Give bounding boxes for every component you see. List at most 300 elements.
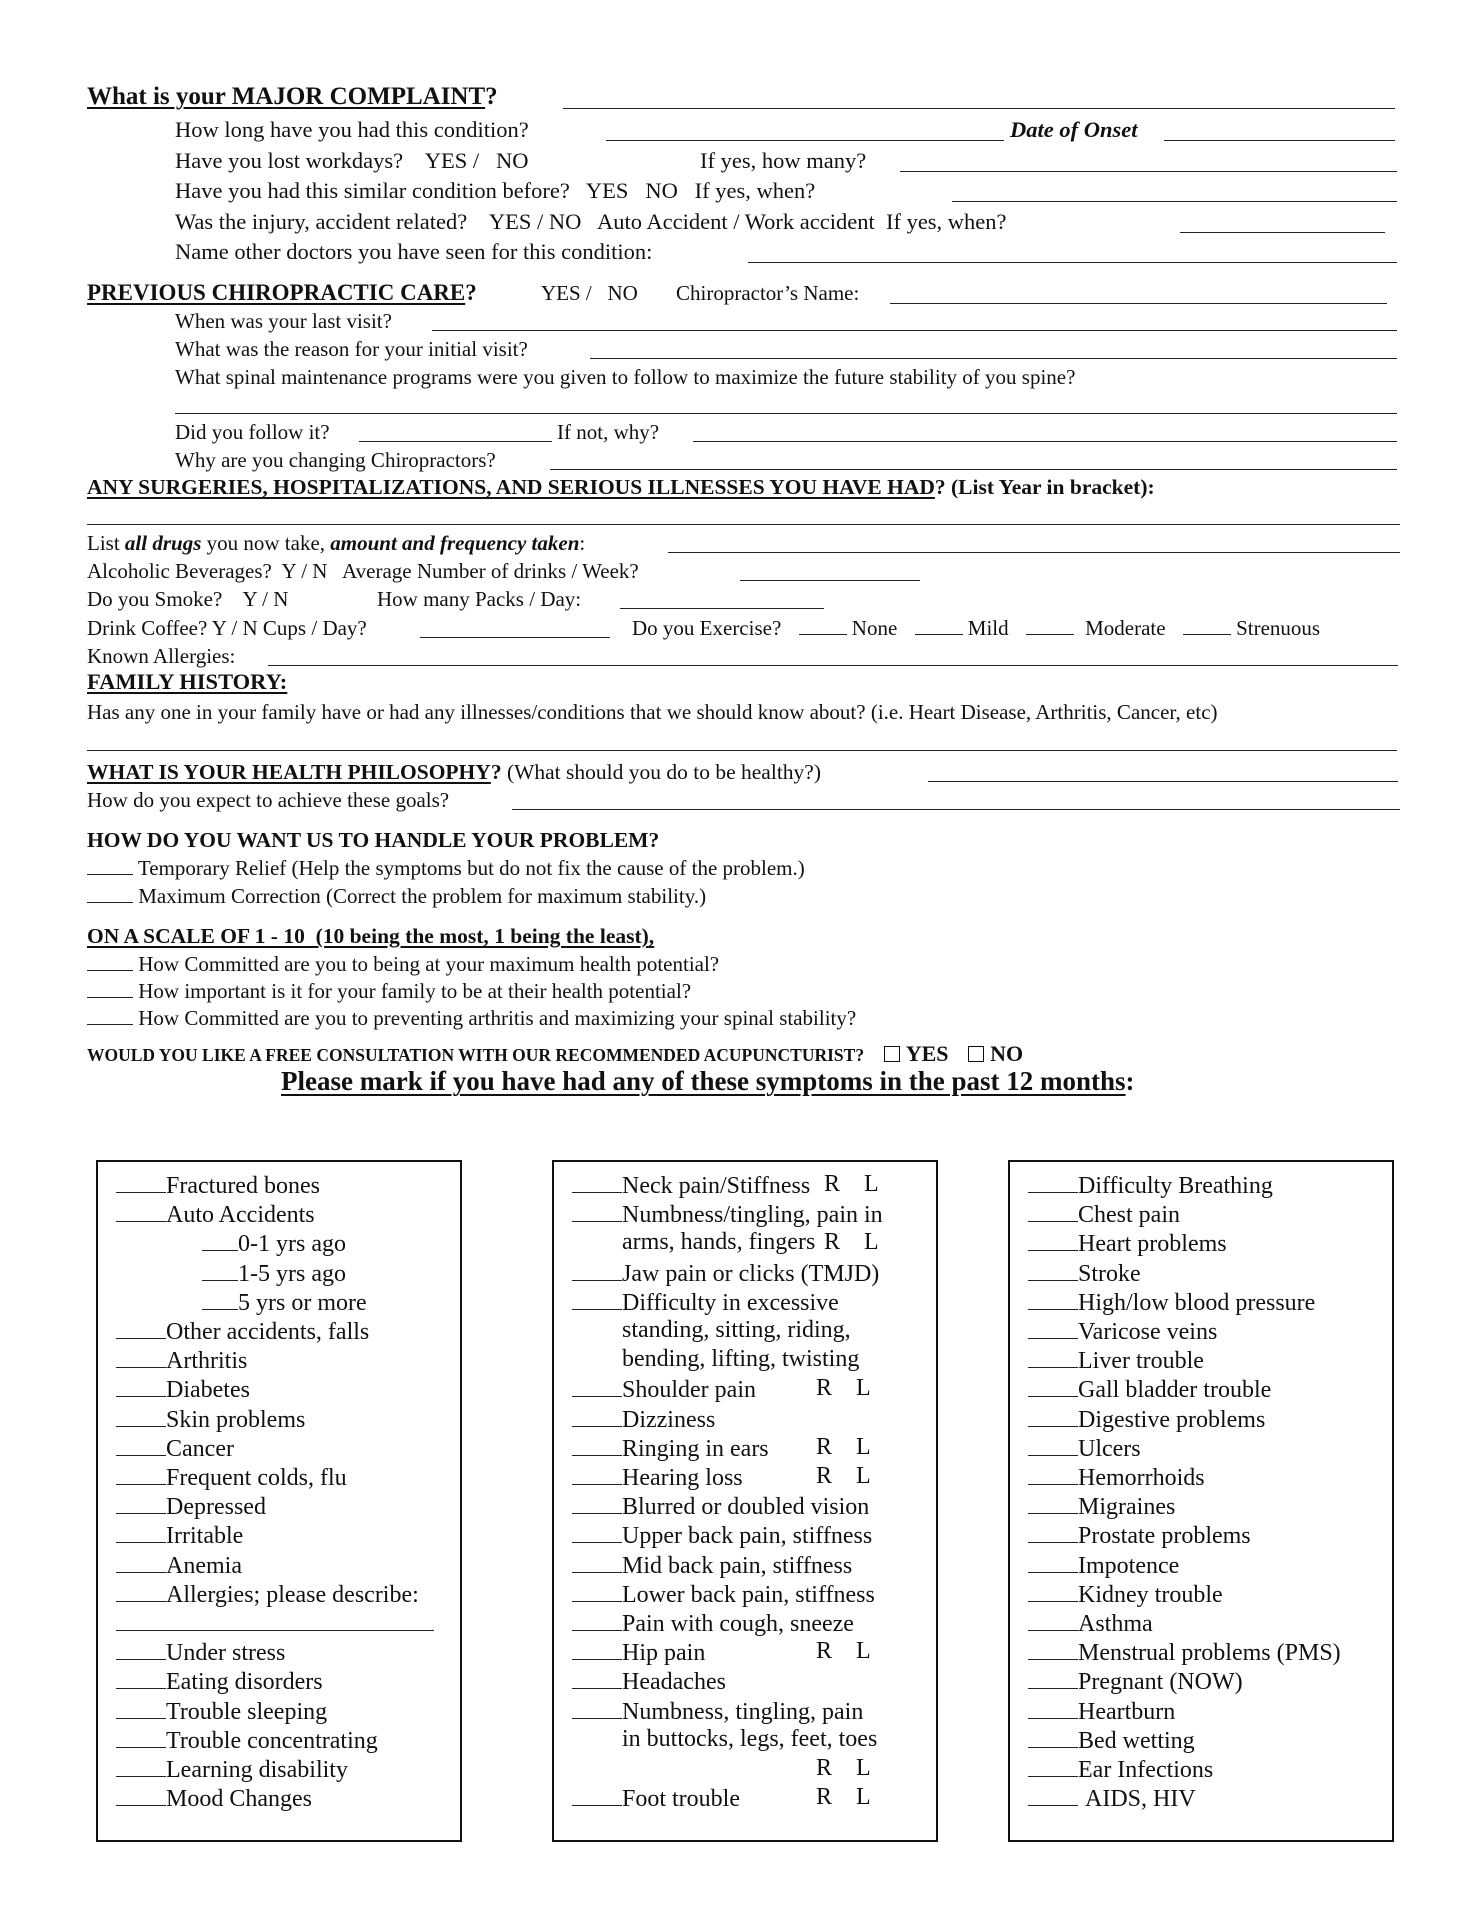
- symptom-label: Upper back pain, stiffness: [622, 1523, 873, 1550]
- symptom-label: Neck pain/Stiffness: [622, 1173, 811, 1199]
- surgeries-row: [87, 473, 1155, 501]
- scale-answer-1[interactable]: [87, 950, 133, 971]
- major-complaint-suffix: ?: [485, 83, 498, 110]
- scale-question-3-label: How Committed are you to preventing arthritis and maximizing your spinal stability?: [138, 1006, 857, 1030]
- other-doctors-field[interactable]: [748, 262, 1397, 263]
- symptom-item: [572, 1550, 852, 1581]
- chiropractor-name-label: Chiropractor’s Name:: [676, 281, 860, 305]
- symptom-label: Arthritis: [166, 1348, 248, 1375]
- symptom-item: [116, 1170, 320, 1201]
- symptom-label: Under stress: [166, 1640, 286, 1667]
- symptom-item: [202, 1287, 367, 1318]
- symptom-check-blank[interactable]: [202, 1228, 238, 1251]
- symptom-item: [1028, 1228, 1227, 1259]
- date-of-onset-field[interactable]: [1164, 140, 1395, 141]
- last-visit-field[interactable]: [432, 330, 1397, 331]
- symptom-check-blank[interactable]: [1028, 1433, 1078, 1456]
- drugs-field[interactable]: [668, 552, 1400, 553]
- symptom-check-blank[interactable]: [1028, 1199, 1078, 1222]
- scale-question-2: [87, 977, 691, 1005]
- major-complaint-heading: [87, 83, 498, 111]
- symptom-item: [622, 1316, 851, 1345]
- changing-row: [175, 446, 496, 474]
- symptom-check-blank[interactable]: [116, 1550, 166, 1573]
- drugs-label-post: :: [579, 531, 586, 555]
- allergies-describe-field[interactable]: [116, 1608, 434, 1631]
- symptom-check-blank[interactable]: [116, 1433, 166, 1456]
- philosophy-title: WHAT IS YOUR HEALTH PHILOSOPHY: [87, 760, 491, 784]
- symptom-label: Mid back pain, stiffness: [622, 1552, 853, 1579]
- exercise-option-strenuous: Strenuous: [1236, 616, 1321, 640]
- symptom-item: [116, 1462, 347, 1493]
- symptom-item: [116, 1550, 242, 1581]
- exercise-option-none: None: [851, 616, 898, 640]
- symptom-label: Lower back pain, stiffness: [622, 1581, 875, 1608]
- symptom-label: Headaches: [622, 1669, 726, 1696]
- maintenance-row: [175, 363, 1075, 391]
- follow-it-field[interactable]: [359, 441, 552, 442]
- maximum-correction-blank[interactable]: [87, 882, 133, 903]
- symptom-label: Diabetes: [166, 1377, 250, 1404]
- symptom-label: Kidney trouble: [1078, 1581, 1223, 1608]
- symptom-item: [116, 1608, 434, 1639]
- previous-care-yes-no-label: YES / NO: [541, 281, 638, 305]
- symptom-check-blank[interactable]: [572, 1462, 622, 1485]
- scale-question-3: [87, 1004, 856, 1032]
- goals-label: How do you expect to achieve these goals?: [87, 788, 450, 812]
- symptom-label: Jaw pain or clicks (TMJD): [622, 1260, 880, 1287]
- symptom-item: [572, 1170, 810, 1201]
- family-history-field[interactable]: [87, 750, 1397, 751]
- exercise-moderate-blank[interactable]: [1026, 614, 1074, 635]
- symptom-item: [116, 1520, 243, 1551]
- symptom-check-blank[interactable]: [1028, 1404, 1078, 1427]
- injury-when-field[interactable]: [1180, 232, 1385, 233]
- symptom-label: 1-5 yrs ago: [238, 1260, 346, 1287]
- symptom-item: [572, 1258, 879, 1289]
- symptom-check-blank[interactable]: [572, 1608, 622, 1631]
- symptom-label: Dizziness: [622, 1406, 716, 1433]
- symptom-item: [1028, 1199, 1180, 1230]
- symptom-label: Depressed: [166, 1494, 266, 1521]
- goals-row: [87, 786, 449, 814]
- symptom-check-blank[interactable]: [116, 1637, 166, 1660]
- symptom-label: Foot trouble: [622, 1786, 740, 1813]
- symptoms-title: Please mark if you have had any of these symptoms in the past 12 months: [281, 1066, 1126, 1096]
- right-left-indicator[interactable]: R L: [816, 1784, 871, 1811]
- symptoms-title-suffix: :: [1125, 1066, 1135, 1096]
- how-many-label: If yes, how many?: [700, 148, 867, 173]
- symptom-check-blank[interactable]: [116, 1404, 166, 1427]
- symptom-check-blank[interactable]: [1028, 1520, 1078, 1543]
- temporary-relief-blank[interactable]: [87, 854, 133, 875]
- symptom-check-blank[interactable]: [116, 1462, 166, 1485]
- family-history-question-row: [87, 698, 1218, 726]
- surgeries-suffix: ? (List Year in bracket):: [934, 475, 1155, 499]
- how-long-label: How long have you had this condition?: [175, 117, 529, 142]
- symptom-label: Ringing in ears: [622, 1435, 769, 1462]
- scale-title: ON A SCALE OF 1 - 10 (10 being the most, 1 being the least),: [87, 924, 655, 948]
- symptom-item: [572, 1433, 769, 1464]
- scale-question-2-label: How important is it for your family to be at their health potential?: [138, 979, 692, 1003]
- symptom-check-blank[interactable]: [116, 1666, 166, 1689]
- maintenance-field[interactable]: [175, 413, 1397, 414]
- exercise-none-blank[interactable]: [799, 614, 847, 635]
- symptom-label: Liver trouble: [1078, 1348, 1204, 1375]
- handle-option-maximum: [87, 882, 706, 910]
- philosophy-field[interactable]: [928, 781, 1398, 782]
- family-history-title: FAMILY HISTORY:: [87, 669, 288, 694]
- symptom-check-blank[interactable]: [572, 1258, 622, 1281]
- changing-label: Why are you changing Chiropractors?: [175, 448, 496, 472]
- philosophy-paren: (What should you do to be healthy?): [501, 760, 821, 784]
- symptom-label: Prostate problems: [1078, 1523, 1251, 1550]
- symptom-check-blank[interactable]: [1028, 1170, 1078, 1193]
- symptom-item: [116, 1433, 234, 1464]
- symptom-item: [1028, 1287, 1315, 1318]
- maintenance-label: What spinal maintenance programs were you given to follow to maximize the future stability of you spine?: [175, 365, 1076, 389]
- symptom-check-blank[interactable]: [1028, 1228, 1078, 1251]
- exercise-label: Do you Exercise?: [632, 616, 782, 640]
- symptom-check-blank[interactable]: [1028, 1579, 1078, 1602]
- symptom-item: [1028, 1696, 1175, 1727]
- family-history-heading: [87, 668, 287, 696]
- symptom-label: Frequent colds, flu: [166, 1465, 347, 1491]
- symptom-label: Allergies; please describe:: [166, 1581, 419, 1608]
- initial-reason-field[interactable]: [590, 358, 1397, 359]
- exercise-option-mild: Mild: [967, 616, 1009, 640]
- initial-reason-row: [175, 335, 528, 363]
- packs-row: [377, 585, 581, 613]
- symptom-check-blank[interactable]: [1028, 1783, 1078, 1806]
- acupuncture-question: WOULD YOU LIKE A FREE CONSULTATION WITH OUR RECOMMENDED ACUPUNCTURIST?: [87, 1045, 865, 1065]
- symptom-check-blank[interactable]: [572, 1374, 622, 1397]
- symptom-check-blank[interactable]: [116, 1520, 166, 1543]
- symptom-check-blank[interactable]: [1028, 1374, 1078, 1397]
- symptom-item: [202, 1258, 346, 1289]
- symptom-label: Shoulder pain: [622, 1377, 756, 1404]
- other-doctors-label: Name other doctors you have seen for this condition:: [175, 239, 653, 264]
- symptom-label: Trouble sleeping: [166, 1698, 328, 1725]
- exercise-row: [632, 614, 1320, 642]
- exercise-mild-blank[interactable]: [915, 614, 963, 635]
- previous-care-row: [87, 279, 477, 307]
- chiropractor-name-field[interactable]: [890, 303, 1387, 304]
- surgeries-title: ANY SURGERIES, HOSPITALIZATIONS, AND SERIOUS ILLNESSES YOU HAVE HAD: [87, 475, 935, 499]
- symptom-label: Numbness, tingling, pain: [622, 1698, 864, 1725]
- symptom-item: [572, 1579, 875, 1610]
- symptom-check-blank[interactable]: [202, 1287, 238, 1310]
- handle-problem-title: HOW DO YOU WANT US TO HANDLE YOUR PROBLEM?: [87, 828, 660, 852]
- symptom-label: Difficulty Breathing: [1078, 1173, 1273, 1199]
- symptom-check-blank[interactable]: [572, 1696, 622, 1719]
- symptom-check-blank[interactable]: [572, 1170, 622, 1193]
- how-many-field[interactable]: [900, 171, 1397, 172]
- symptom-item: [572, 1783, 740, 1814]
- symptom-check-blank[interactable]: [116, 1316, 166, 1339]
- symptom-label: 5 yrs or more: [238, 1289, 367, 1316]
- symptom-item: [116, 1579, 419, 1610]
- symptom-label: Anemia: [166, 1552, 242, 1579]
- symptom-label: Gall bladder trouble: [1078, 1377, 1272, 1404]
- smoke-label: Do you Smoke? Y / N: [87, 587, 289, 611]
- exercise-option-moderate: Moderate: [1085, 616, 1166, 640]
- symptom-item: [116, 1783, 312, 1814]
- symptom-item: [116, 1345, 247, 1376]
- symptom-check-blank[interactable]: [116, 1491, 166, 1514]
- symptom-check-blank[interactable]: [572, 1404, 622, 1427]
- follow-it-label: Did you follow it?: [175, 420, 330, 444]
- acupuncture-yes-checkbox[interactable]: [884, 1046, 900, 1062]
- symptom-item: [116, 1374, 250, 1405]
- symptom-check-blank[interactable]: [1028, 1696, 1078, 1719]
- symptom-check-blank[interactable]: [116, 1754, 166, 1777]
- packs-per-day-field[interactable]: [620, 608, 824, 609]
- symptom-item: [116, 1666, 323, 1697]
- changing-field[interactable]: [550, 469, 1397, 470]
- similar-before-field[interactable]: [952, 201, 1397, 202]
- acupuncture-no-label: NO: [990, 1041, 1024, 1066]
- smoke-row: [87, 585, 288, 613]
- symptom-check-blank[interactable]: [572, 1637, 622, 1660]
- symptom-label: Hemorrhoids: [1078, 1465, 1205, 1491]
- lost-workdays-row: [175, 147, 529, 175]
- symptoms-heading: [281, 1067, 1135, 1097]
- if-not-why-label: If not, why?: [557, 420, 660, 444]
- symptom-label: Hearing loss: [622, 1465, 743, 1491]
- symptom-label: Migraines: [1078, 1494, 1176, 1521]
- symptom-label: Auto Accidents: [166, 1202, 315, 1229]
- symptom-item: [1028, 1520, 1251, 1551]
- alcohol-row: [87, 557, 639, 585]
- symptom-label: Bed wetting: [1078, 1727, 1195, 1754]
- symptom-item: [572, 1287, 839, 1318]
- symptom-check-blank[interactable]: [1028, 1550, 1078, 1573]
- symptom-label: standing, sitting, riding,: [622, 1317, 851, 1343]
- symptom-item: [1028, 1316, 1217, 1347]
- symptom-item: [622, 1228, 815, 1257]
- how-long-row: [175, 116, 529, 144]
- symptom-item: [572, 1491, 869, 1522]
- allergies-label: Known Allergies:: [87, 644, 236, 668]
- acupuncture-no-checkbox[interactable]: [968, 1046, 984, 1062]
- symptom-label: arms, hands, fingers: [622, 1229, 816, 1256]
- symptom-item: [1028, 1374, 1271, 1405]
- philosophy-suffix: ?: [490, 760, 502, 784]
- symptom-check-blank[interactable]: [1028, 1754, 1078, 1777]
- symptom-item: [1028, 1725, 1195, 1756]
- symptom-check-blank[interactable]: [572, 1433, 622, 1456]
- coffee-label: Drink Coffee? Y / N Cups / Day?: [87, 616, 367, 640]
- symptom-check-blank[interactable]: [1028, 1258, 1078, 1281]
- symptom-label: Numbness/tingling, pain in: [622, 1202, 883, 1229]
- scale-question-1: [87, 950, 719, 978]
- acupuncture-row: [87, 1040, 1023, 1069]
- right-left-indicator[interactable]: R L: [824, 1171, 879, 1197]
- symptom-check-blank[interactable]: [1028, 1287, 1078, 1310]
- symptom-label: Cancer: [166, 1435, 234, 1462]
- symptom-item: [1028, 1579, 1223, 1610]
- symptom-check-blank[interactable]: [1028, 1637, 1078, 1660]
- symptom-label: Impotence: [1078, 1552, 1180, 1579]
- symptom-label: Asthma: [1078, 1611, 1153, 1637]
- symptom-check-blank[interactable]: [116, 1725, 166, 1748]
- symptom-item: [1028, 1550, 1179, 1581]
- other-doctors-row: [175, 238, 652, 266]
- previous-care-suffix: ?: [465, 280, 477, 305]
- symptom-check-blank[interactable]: [572, 1287, 622, 1310]
- symptom-check-blank[interactable]: [572, 1550, 622, 1573]
- symptom-label: AIDS, HIV: [1085, 1786, 1196, 1813]
- symptom-item: [1028, 1666, 1243, 1697]
- symptom-label: Ear Infections: [1078, 1757, 1214, 1783]
- allergies-row: [87, 642, 235, 670]
- family-history-question: Has any one in your family have or had any illnesses/conditions that we should know about? (i.e. Heart Disease, Arthritis, Cancer, etc): [87, 700, 1218, 724]
- symptom-item: [1028, 1170, 1273, 1201]
- symptom-label: Ulcers: [1078, 1435, 1141, 1462]
- symptom-check-blank[interactable]: [572, 1783, 622, 1806]
- symptom-item: [1028, 1462, 1205, 1493]
- symptom-item: [116, 1199, 315, 1230]
- handle-problem-heading: [87, 826, 659, 854]
- symptom-check-blank[interactable]: [572, 1491, 622, 1514]
- exercise-strenuous-blank[interactable]: [1183, 614, 1231, 635]
- symptom-item: [116, 1637, 285, 1668]
- symptom-item: [572, 1666, 726, 1697]
- symptom-item: [1028, 1433, 1141, 1464]
- right-left-indicator[interactable]: R L: [816, 1375, 871, 1402]
- symptom-item: [1028, 1258, 1141, 1289]
- right-left-indicator[interactable]: R L: [816, 1755, 871, 1781]
- symptom-check-blank[interactable]: [1028, 1725, 1078, 1748]
- symptom-label: Pain with cough, sneeze: [622, 1611, 854, 1637]
- if-not-why-row: [557, 418, 659, 446]
- symptom-check-blank[interactable]: [116, 1696, 166, 1719]
- injury-related-row: [175, 208, 1007, 236]
- symptom-check-blank[interactable]: [116, 1783, 166, 1806]
- symptom-check-blank[interactable]: [1028, 1608, 1078, 1631]
- last-visit-row: [175, 307, 392, 335]
- symptom-check-blank[interactable]: [116, 1199, 166, 1222]
- symptom-label: Learning disability: [166, 1757, 348, 1783]
- allergies-field[interactable]: [268, 665, 1398, 666]
- symptom-item: [116, 1404, 305, 1435]
- symptom-item: [572, 1462, 743, 1493]
- symptom-label: Digestive problems: [1078, 1406, 1266, 1433]
- symptom-label: 0-1 yrs ago: [238, 1231, 346, 1258]
- chiropractor-name-row: [676, 279, 859, 307]
- symptom-check-blank[interactable]: [116, 1374, 166, 1397]
- symptom-check-blank[interactable]: [572, 1520, 622, 1543]
- symptom-check-blank[interactable]: [116, 1345, 166, 1368]
- symptoms-column-2: [552, 1160, 938, 1842]
- symptom-item: [1028, 1404, 1265, 1435]
- symptom-label: Stroke: [1078, 1260, 1141, 1287]
- initial-reason-label: What was the reason for your initial visit?: [175, 337, 528, 361]
- symptom-item: [1028, 1754, 1213, 1785]
- symptom-check-blank[interactable]: [572, 1199, 622, 1222]
- scale-answer-2[interactable]: [87, 977, 133, 998]
- drugs-label-pre: List: [87, 531, 125, 555]
- symptom-item: [1028, 1608, 1153, 1639]
- scale-answer-3[interactable]: [87, 1004, 133, 1025]
- symptom-check-blank[interactable]: [116, 1170, 166, 1193]
- symptom-item: [1028, 1783, 1196, 1814]
- symptom-label: Varicose veins: [1078, 1319, 1218, 1345]
- how-many-row: [700, 147, 866, 175]
- symptom-item: [202, 1228, 346, 1259]
- symptom-label: High/low blood pressure: [1078, 1289, 1316, 1316]
- injury-related-label: Was the injury, accident related? YES / NO Auto Accident / Work accident If yes, when?: [175, 209, 1007, 234]
- symptoms-column-3: [1008, 1160, 1394, 1842]
- symptom-item: [572, 1404, 715, 1435]
- drugs-emphasis-2: amount and frequency taken: [330, 531, 580, 555]
- how-long-field[interactable]: [606, 140, 1004, 141]
- symptom-check-blank[interactable]: [1028, 1491, 1078, 1514]
- symptom-check-blank[interactable]: [572, 1666, 622, 1689]
- right-left-indicator[interactable]: R L: [816, 1433, 871, 1460]
- alcohol-label: Alcoholic Beverages? Y / N Average Number of drinks / Week?: [87, 559, 639, 583]
- right-left-indicator[interactable]: R L: [816, 1638, 871, 1665]
- follow-it-row: [175, 418, 330, 446]
- symptom-label: Menstrual problems (PMS): [1078, 1640, 1341, 1667]
- symptom-label: Blurred or doubled vision: [622, 1494, 870, 1521]
- goals-field[interactable]: [512, 809, 1400, 810]
- symptom-item: [622, 1725, 877, 1754]
- cups-per-day-field[interactable]: [420, 637, 610, 638]
- symptom-check-blank[interactable]: [572, 1579, 622, 1602]
- symptom-check-blank[interactable]: [202, 1258, 238, 1281]
- symptom-label: in buttocks, legs, feet, toes: [622, 1725, 878, 1752]
- drinks-per-week-field[interactable]: [740, 580, 920, 581]
- symptom-check-blank[interactable]: [116, 1579, 166, 1602]
- similar-before-row: [175, 177, 815, 205]
- symptom-check-blank[interactable]: [1028, 1666, 1078, 1689]
- symptom-item: [572, 1199, 883, 1230]
- symptom-check-blank[interactable]: [1028, 1345, 1078, 1368]
- symptom-check-blank[interactable]: [1028, 1462, 1078, 1485]
- date-of-onset-label: Date of Onset: [1010, 117, 1138, 142]
- symptom-check-blank[interactable]: [1028, 1316, 1078, 1339]
- acupuncture-yes-label: YES: [905, 1041, 949, 1066]
- symptom-label: Chest pain: [1078, 1202, 1180, 1229]
- right-left-indicator[interactable]: R L: [824, 1229, 879, 1256]
- right-left-indicator[interactable]: R L: [816, 1463, 871, 1489]
- symptom-item: [1028, 1491, 1175, 1522]
- symptom-label: Skin problems: [166, 1406, 306, 1433]
- scale-question-1-label: How Committed are you to being at your maximum health potential?: [138, 952, 720, 976]
- major-complaint-title: What is your MAJOR COMPLAINT: [87, 83, 486, 110]
- philosophy-row: [87, 758, 821, 786]
- symptom-item: [572, 1520, 872, 1551]
- handle-option-temporary: [87, 854, 805, 882]
- symptom-item: [572, 1637, 705, 1668]
- symptom-item: [1028, 1345, 1204, 1376]
- symptom-item: [1028, 1637, 1341, 1668]
- major-complaint-field[interactable]: [563, 108, 1395, 109]
- symptom-label: Other accidents, falls: [166, 1319, 370, 1345]
- packs-label: How many Packs / Day:: [377, 587, 582, 611]
- scale-heading: [87, 922, 654, 950]
- surgeries-field[interactable]: [87, 524, 1400, 525]
- lost-workdays-label: Have you lost workdays? YES / NO: [175, 148, 529, 173]
- symptom-item: [116, 1725, 378, 1756]
- symptoms-column-1: [96, 1160, 462, 1842]
- symptom-label: Mood Changes: [166, 1786, 312, 1813]
- if-not-why-field[interactable]: [693, 441, 1397, 442]
- symptom-item: [116, 1754, 348, 1785]
- symptom-item: [622, 1345, 859, 1374]
